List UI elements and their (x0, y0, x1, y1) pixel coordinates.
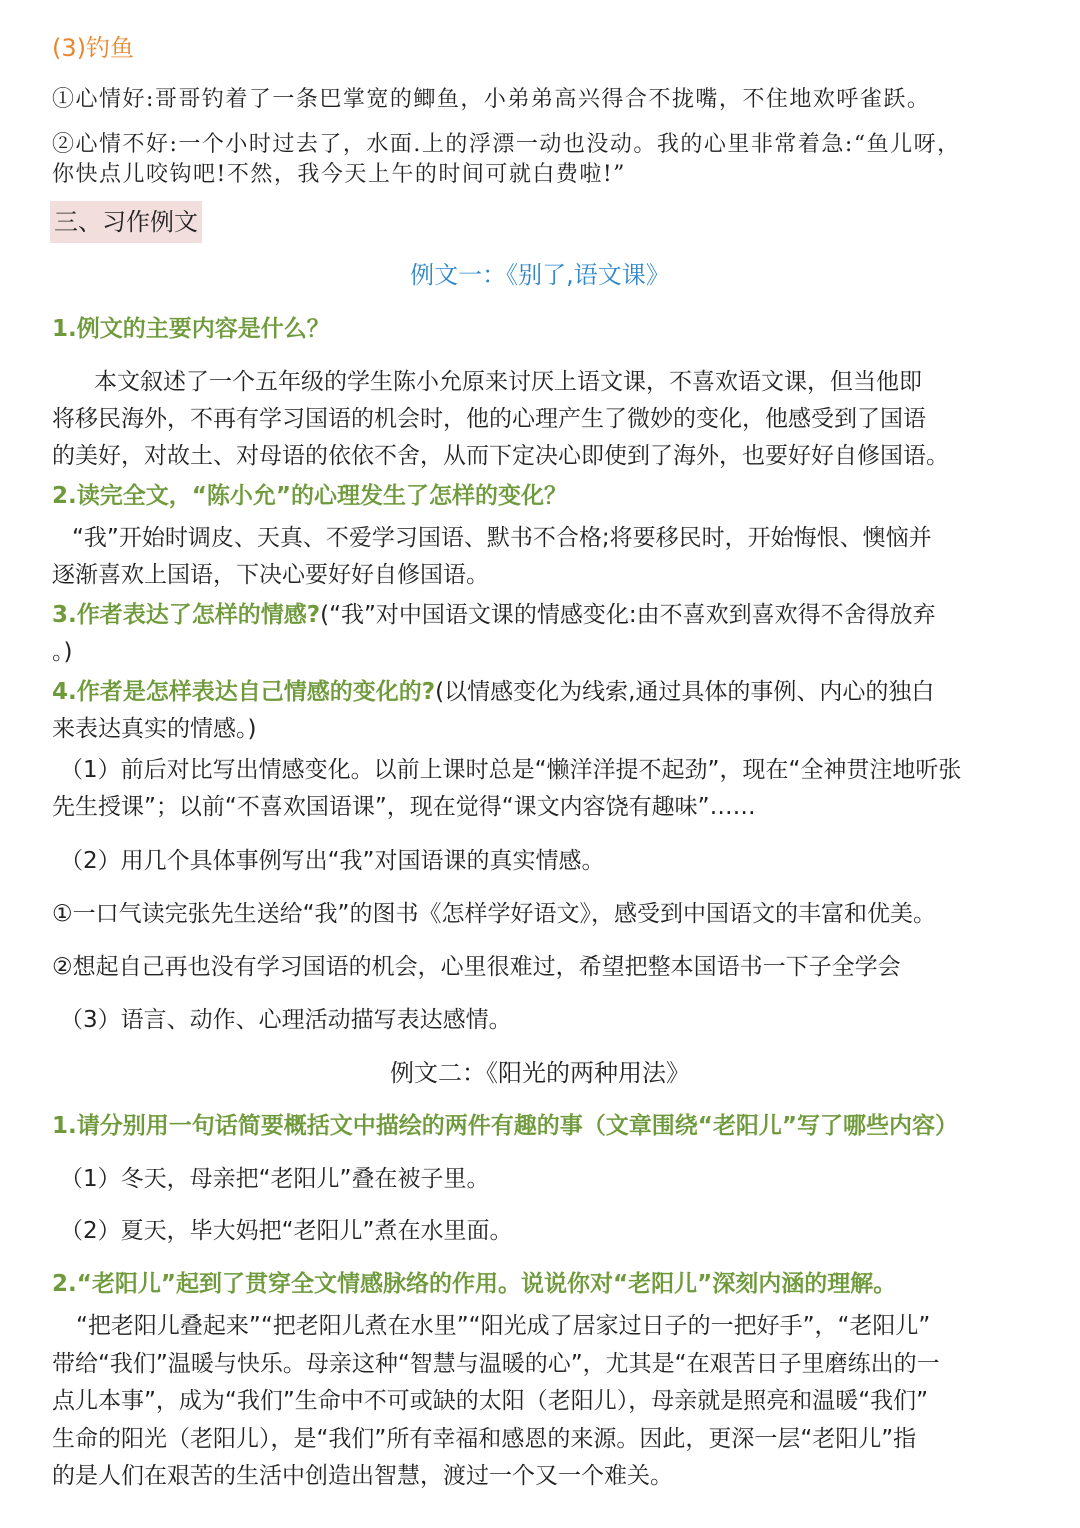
example1-question-3: 3.作者表达了怎样的情感? (52, 602, 321, 628)
section-title: 三、习作例文 (50, 201, 202, 243)
example1-point-2-b: ②想起自己再也没有学习国语的机会，心里很难过，希望把整本国语书一下子全学会 (52, 954, 901, 980)
example2-answer-1-b: （2）夏天，毕大妈把“老阳儿”煮在水里面。 (60, 1218, 513, 1244)
example2-answer-2-line: 带给“我们”温暖与快乐。母亲这种“智慧与温暖的心”，尤其是“在艰苦日子里磨练出的一 (52, 1351, 940, 1377)
fishing-heading: (3)钓鱼 (52, 34, 134, 62)
example1-question-2: 2.读完全文，“陈小允”的心理发生了怎样的变化？ (52, 483, 567, 509)
example1-title: 例文一：《别了,语文课》 (410, 261, 670, 289)
example1-question-4-row (52, 674, 934, 711)
example1-point-2-a: ①一口气读完张先生送给“我”的图书《怎样学好语文》，感受到中国语文的丰富和优美。 (52, 901, 936, 927)
example1-answer-4: (以情感变化为线索,通过具体的事例、内心的独白 (435, 679, 935, 705)
example1-point-1-line: （1）前后对比写出情感变化。以前上课时总是“懒洋洋提不起劲”，现在“全神贯注地听张 (60, 757, 962, 783)
example1-point-3: （3）语言、动作、心理活动描写表达感情。 (60, 1007, 512, 1033)
fishing-line-bad: ②心情不好:一个小时过去了，水面.上的浮漂一动也没动。我的心里非常着急:“鱼儿呀， (52, 132, 961, 157)
example2-answer-2-line: 生命的阳光（老阳儿），是“我们”所有幸福和感恩的来源。因此，更深一层“老阳儿”指 (52, 1426, 917, 1452)
example1-answer-2-line: 逐渐喜欢上国语，下决心要好好自修国语。 (52, 562, 489, 588)
example1-question-1: 1.例文的主要内容是什么？ (52, 316, 330, 342)
example2-answer-1-a: （1）冬天，母亲把“老阳儿”叠在被子里。 (60, 1166, 490, 1192)
example1-answer-3: (“我”对中国语文课的情感变化:由不喜欢到喜欢得不舍得放弃 (320, 602, 936, 628)
fishing-line-good: ①心情好:哥哥钓着了一条巴掌宽的鲫鱼，小弟弟高兴得合不拢嘴，不住地欢呼雀跃。 (52, 87, 931, 112)
example1-answer-3-cont: 。) (52, 639, 73, 665)
example1-point-1-line: 先生授课”；以前“不喜欢国语课”，现在觉得“课文内容饶有趣味”…… (52, 794, 756, 820)
example2-question-2: 2.“老阳儿”起到了贯穿全文情感脉络的作用。说说你对“老阳儿”深刻内涵的理解。 (52, 1271, 897, 1297)
example1-answer-4-cont: 来表达真实的情感。) (52, 716, 257, 742)
example1-answer-1-line: 的美好，对故土、对母语的依依不舍，从而下定决心即使到了海外，也要好好自修国语。 (52, 443, 949, 469)
fishing-line-bad-cont: 你快点儿咬钩吧!不然，我今天上午的时间可就白费啦!” (52, 162, 626, 187)
example2-answer-2-line: “把老阳儿叠起来”“把老阳儿煮在水里”“阳光成了居家过日子的一把好手”，“老阳儿” (76, 1313, 931, 1339)
example2-question-1: 1.请分别用一句话简要概括文中描绘的两件有趣的事（文章围绕“老阳儿”写了哪些内容） (52, 1113, 958, 1139)
example2-title: 例文二：《阳光的两种用法》 (390, 1059, 690, 1087)
example1-question-3-row (52, 597, 936, 634)
example2-answer-2-line: 的是人们在艰苦的生活中创造出智慧，渡过一个又一个难关。 (52, 1463, 673, 1489)
example1-answer-1-line: 本文叙述了一个五年级的学生陈小允原来讨厌上语文课，不喜欢语文课，但当他即 (94, 369, 922, 395)
example1-point-2: （2）用几个具体事例写出“我”对国语课的真实情感。 (60, 848, 605, 874)
example1-answer-1-line: 将移民海外，不再有学习国语的机会时，他的心理产生了微妙的变化，他感受到了国语 (52, 406, 926, 432)
example2-answer-2-line: 点儿本事”，成为“我们”生命中不可或缺的太阳（老阳儿），母亲就是照亮和温暖“我们” (52, 1388, 929, 1414)
example1-question-4: 4.作者是怎样表达自己情感的变化的? (52, 679, 436, 705)
example1-answer-2-line: “我”开始时调皮、天真、不爱学习国语、默书不合格;将要移民时，开始悔恨、懊恼并 (72, 525, 932, 551)
